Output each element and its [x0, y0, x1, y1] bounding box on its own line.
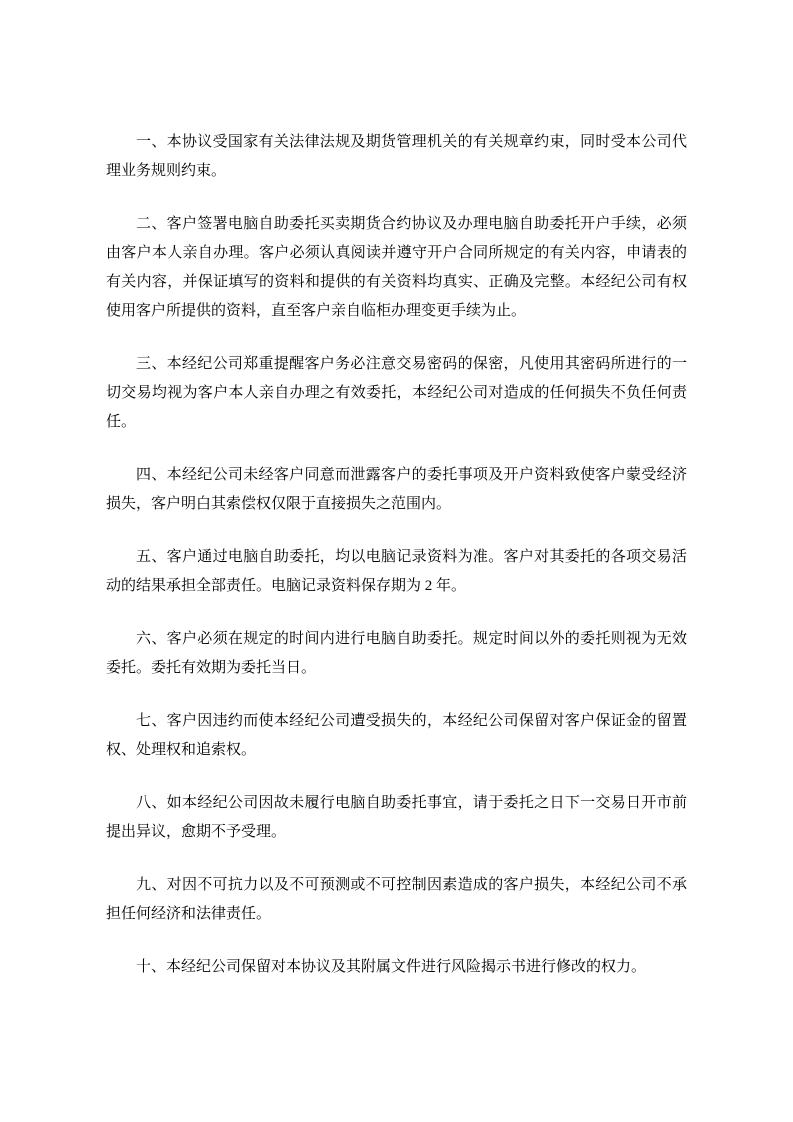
clause-paragraph: 一、本协议受国家有关法律法规及期货管理机关的有关规章约束，同时受本公司代理业务规则约束。 [106, 134, 687, 179]
clause-paragraph: 六、客户必须在规定的时间内进行电脑自助委托。规定时间以外的委托则视为无效委托。委托有效期为委托当日。 [106, 631, 687, 676]
clause-paragraph: 十、本经纪公司保留对本协议及其附属文件进行风险揭示书进行修改的权力。 [136, 959, 647, 975]
clause-paragraph: 五、客户通过电脑自助委托，均以电脑记录资料为准。客户对其委托的各项交易活动的结果承担全部责任。电脑记录资料保存期为 2 年。 [106, 549, 687, 594]
clause-paragraph: 九、对因不可抗力以及不可预测或不可控制因素造成的客户损失，本经纪公司不承担任何经济和法律责任。 [106, 877, 687, 922]
clause-paragraph: 二、客户签署电脑自助委托买卖期货合约协议及办理电脑自助委托开户手续，必须由客户本人亲自办理。客户必须认真阅读并遵守开户合同所规定的有关内容，申请表的有关内容，并保证填写的资料和提供的有关资料均真实、正确及完整。本经纪公司有权使用客户所提供的资料，直至客户亲自临柜办理变更手续为止。 [106, 216, 687, 319]
document-body [106, 128, 687, 982]
clause-paragraph: 八、如本经纪公司因故未履行电脑自助委托事宜，请于委托之日下一交易日开市前提出异议，愈期不予受理。 [106, 795, 687, 840]
clause-paragraph: 四、本经纪公司未经客户同意而泄露客户的委托事项及开户资料致使客户蒙受经济损失，客户明白其索偿权仅限于直接损失之范围内。 [106, 467, 687, 512]
clause-paragraph: 七、客户因违约而使本经纪公司遭受损失的，本经纪公司保留对客户保证金的留置权、处理权和追索权。 [106, 713, 687, 758]
clause-paragraph: 三、本经纪公司郑重提醒客户务必注意交易密码的保密，凡使用其密码所进行的一切交易均视为客户本人亲自办理之有效委托，本经纪公司对造成的任何损失不负任何责任。 [106, 356, 687, 430]
